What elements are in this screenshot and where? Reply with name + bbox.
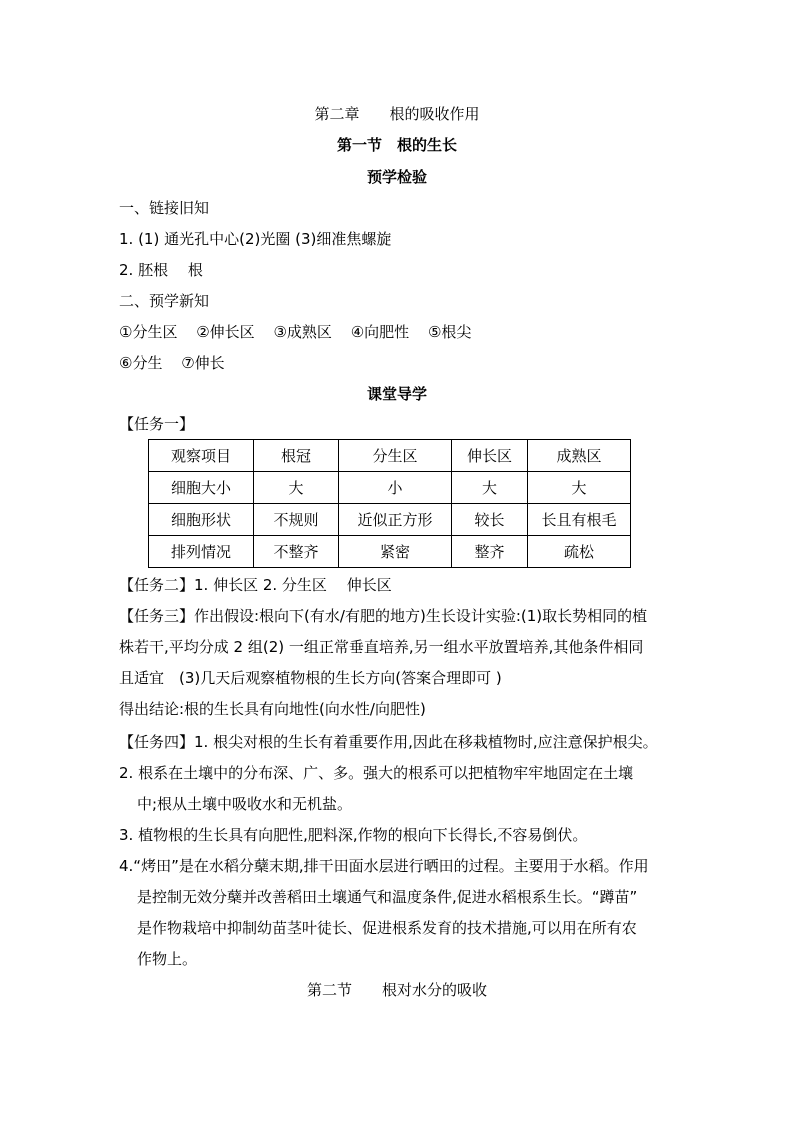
task4-item4-line2: 是控制无效分蘖并改善稻田土壤通气和温度条件,促进水稻根系生长。“蹲苗” [137,888,638,906]
answer-7: ⑦伸长 [181,354,225,372]
task4-item4-line1: 4.“烤田”是在水稻分蘖末期,排干田面水层进行晒田的过程。主要用于水稻。作用 [119,857,649,875]
table-cell: 近似正方形 [339,504,452,536]
table-row [149,472,631,504]
part2-row2 [119,352,225,373]
part1-q1: 1. (1) 通光孔中心(2)光圈 (3)细准焦螺旋 [119,230,392,248]
table-cell: 不整齐 [254,536,339,568]
table-header-cell: 根冠 [254,440,339,472]
table-row [149,504,631,536]
table-cell: 长且有根毛 [528,504,631,536]
part2-heading: 二、预学新知 [119,292,210,310]
table-cell: 细胞形状 [149,504,254,536]
section2-title: 第二节 根对水分的吸收 [306,981,487,999]
table-cell: 大 [254,472,339,504]
table-cell: 大 [452,472,528,504]
table-header-cell: 分生区 [339,440,452,472]
table-cell: 小 [339,472,452,504]
part2-row1 [119,321,471,342]
table-row [149,536,631,568]
table-header-row [149,440,631,472]
task4-item4-line4: 作物上。 [137,950,198,968]
table-cell: 大 [528,472,631,504]
table-cell: 整齐 [452,536,528,568]
table-header-cell: 伸长区 [452,440,528,472]
task3-line2: 株若干,平均分成 2 组(2) 一组正常垂直培养,另一组水平放置培养,其他条件相同 [119,638,644,656]
task4-item3: 3. 植物根的生长具有向肥性,肥料深,作物的根向下长得长,不容易倒伏。 [119,826,588,844]
observation-table [148,439,631,568]
task3-line1: 【任务三】作出假设:根向下(有水/有肥的地方)生长设计实验:(1)取长势相同的植 [119,607,648,625]
task4-item2-line1: 2. 根系在土壤中的分布深、广、多。强大的根系可以把植物牢牢地固定在土壤 [119,764,634,782]
table-cell: 细胞大小 [149,472,254,504]
task4-item1: 【任务四】1. 根尖对根的生长有着重要作用,因此在移栽植物时,应注意保护根尖。 [119,733,658,751]
answer-6: ⑥分生 [119,354,163,372]
table-cell: 排列情况 [149,536,254,568]
answer-4: ④向肥性 [350,323,410,341]
task4-item4-line3: 是作物栽培中抑制幼苗茎叶徒长、促进根系发育的技术措施,可以用在所有农 [137,919,637,937]
pre-check-heading: 预学检验 [366,168,427,186]
table-cell: 不规则 [254,504,339,536]
answer-2: ②伸长区 [196,323,255,341]
part1-q2: 2. 胚根 根 [119,261,203,279]
class-guide-heading: 课堂导学 [366,385,427,403]
task3-line3: 且适宜 (3)几天后观察植物根的生长方向(答案合理即可 ) [119,669,502,687]
answer-5: ⑤根尖 [427,323,472,341]
answer-1: ①分生区 [119,323,178,341]
part1-heading: 一、链接旧知 [119,199,210,217]
task1-label: 【任务一】 [119,415,195,433]
table-cell: 较长 [452,504,528,536]
table-cell: 紧密 [339,536,452,568]
table-header-cell: 观察项目 [149,440,254,472]
chapter-title: 第二章 根的吸收作用 [314,105,480,123]
table-header-cell: 成熟区 [528,440,631,472]
task2-line: 【任务二】1. 伸长区 2. 分生区 伸长区 [119,576,392,594]
table-cell: 疏松 [528,536,631,568]
task4-item2-line2: 中;根从土壤中吸收水和无机盐。 [137,795,353,813]
section1-title: 第一节 根的生长 [336,136,457,154]
task3-conclusion: 得出结论:根的生长具有向地性(向水性/向肥性) [119,700,426,718]
answer-3: ③成熟区 [273,323,332,341]
